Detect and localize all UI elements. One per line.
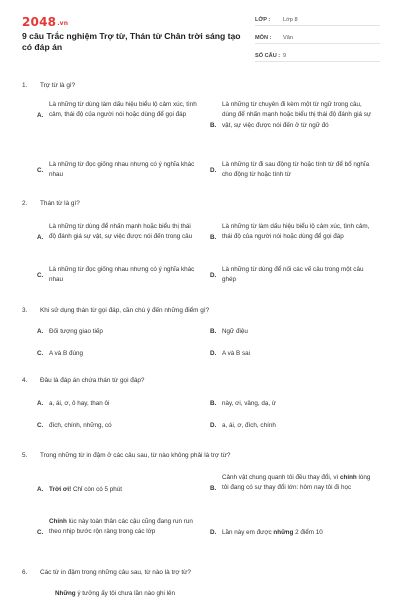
- option-3c[interactable]: [37, 349, 202, 360]
- option-text: A và B đúng: [49, 350, 83, 357]
- option-letter: C.: [37, 350, 44, 357]
- option-text: Đối tượng giao tiếp: [49, 328, 103, 335]
- option-4c[interactable]: [37, 421, 202, 432]
- meta-row-class: [255, 12, 380, 26]
- bold-word: chính: [339, 474, 357, 481]
- question-3: [22, 307, 209, 314]
- option-text: Là những từ dùng để nối các vế câu trong một câu ghép: [222, 266, 364, 284]
- logo-suffix: .vn: [57, 20, 69, 27]
- option-letter: A.: [37, 486, 44, 493]
- bold-word: Những: [55, 590, 76, 597]
- question-5: [22, 452, 230, 459]
- option-text: Là những từ đọc giống nhau nhưng có ý nghĩa khác nhau: [49, 266, 195, 284]
- question-6: [22, 569, 191, 576]
- option-letter: B.: [210, 122, 217, 129]
- question-number: 2.: [22, 200, 28, 207]
- option-1b[interactable]: [210, 100, 380, 150]
- question-number: 1.: [22, 82, 28, 89]
- question-number: 6.: [22, 569, 28, 576]
- question-text: Đâu là đáp án chứa thán từ gọi đáp?: [40, 377, 145, 384]
- option-1a[interactable]: [37, 100, 202, 140]
- site-logo[interactable]: 2048.vn: [22, 15, 69, 29]
- document-meta: [255, 12, 380, 66]
- option-4d[interactable]: [210, 421, 380, 432]
- option-letter: B.: [210, 328, 217, 335]
- option-letter: D.: [210, 529, 217, 536]
- document-header: [0, 0, 400, 70]
- question-text: Khi sử dụng thán từ gọi đáp, cần chú ý đến những điểm gì?: [40, 307, 210, 314]
- meta-row-subject: [255, 30, 380, 44]
- option-5b[interactable]: [210, 473, 380, 505]
- option-letter: D.: [210, 167, 217, 174]
- option-5d[interactable]: [210, 528, 380, 539]
- option-letter: D.: [210, 272, 217, 279]
- option-letter: A.: [37, 400, 44, 407]
- option-3d[interactable]: [210, 349, 380, 360]
- option-5a[interactable]: [37, 485, 202, 496]
- option-letter: B.: [210, 400, 217, 407]
- meta-label: LỚP :: [255, 17, 271, 23]
- option-text: a, ái, ơ, ô hay, than ôi: [49, 400, 110, 407]
- question-4: [22, 377, 145, 384]
- option-text: đích, chính, những, có: [49, 422, 112, 429]
- question-1: [22, 82, 75, 89]
- option-1c[interactable]: [37, 160, 202, 182]
- option-text: A và B sai: [222, 350, 251, 357]
- option-text: Là những từ dùng để nhấn mạnh hoặc biểu thị thái độ đánh giá sự vật, sự việc được nói đến trong câu: [49, 223, 193, 241]
- option-letter: B.: [210, 485, 217, 492]
- option-text: [49, 517, 199, 538]
- bold-word: Trời ơi!: [49, 486, 72, 493]
- option-text: này, ơi, vâng, dạ, ừ: [222, 400, 277, 407]
- option-letter: A.: [37, 328, 44, 335]
- page-title: 9 câu Trắc nghiệm Trợ từ, Thán từ Chân trời sáng tạo có đáp án: [22, 31, 241, 52]
- option-text: a, ái, ơ, đích, chính: [222, 422, 276, 429]
- option-text: [222, 528, 372, 538]
- meta-value: 9: [283, 53, 287, 59]
- option-letter: C.: [37, 529, 44, 536]
- option-text: Ngữ điệu: [222, 328, 248, 335]
- option-text: Là những từ dùng làm dấu hiệu biểu lộ cảm xúc, tình cảm, thái độ của người nói hoặc dùng để gọi đáp: [49, 101, 197, 119]
- question-number: 4.: [22, 377, 28, 384]
- option-4b[interactable]: [210, 399, 380, 410]
- bold-word: những: [273, 529, 294, 536]
- question-2: [22, 200, 80, 207]
- option-pre: Lần này em được: [222, 529, 274, 536]
- question-text: Trong những từ in đậm ở các câu sau, từ nào không phải là trợ từ?: [40, 452, 231, 459]
- question-text: Trợ từ là gì?: [40, 82, 76, 89]
- option-4a[interactable]: [37, 399, 202, 410]
- option-text: [49, 485, 199, 495]
- option-2a[interactable]: [37, 222, 202, 254]
- option-pre: Cảnh vật chung quanh tôi đều thay đổi, vì: [222, 474, 340, 481]
- option-3a[interactable]: [37, 327, 202, 338]
- option-5c[interactable]: [37, 517, 202, 549]
- meta-row-count: [255, 48, 380, 62]
- meta-value: Lớp 8: [283, 17, 298, 23]
- meta-value: Văn: [283, 35, 293, 41]
- option-2c[interactable]: [37, 265, 202, 287]
- option-1d[interactable]: [210, 160, 380, 182]
- bold-word: Chính: [49, 518, 67, 525]
- option-rest: ý tưởng ấy tôi chưa lần nào ghi lên: [75, 590, 176, 597]
- option-6a[interactable]: [37, 589, 237, 600]
- option-letter: D.: [210, 350, 217, 357]
- option-rest: lúc này toàn thân các cậu cũng đang run run theo nhịp bước rộn ràng trong các lớp: [49, 518, 193, 536]
- option-text: Là những từ đọc giống nhau nhưng có ý nghĩa khác nhau: [49, 161, 195, 179]
- option-letter: C.: [37, 272, 44, 279]
- option-rest: 2 điểm 10: [293, 529, 323, 536]
- question-number: 5.: [22, 452, 28, 459]
- option-letter: A.: [37, 112, 44, 119]
- meta-label: MÔN :: [255, 35, 272, 41]
- option-text: Là những từ chuyên đi kèm một từ ngữ trong câu, dùng để nhấn mạnh hoặc biểu thị thái độ đánh giá sự vật, sự việc được nói đến ở từ ngữ đó: [222, 101, 372, 129]
- option-rest: Chỉ còn có 5 phút: [71, 486, 123, 493]
- option-rest: lòng tôi đang có sự thay đổi lớn: hôm nay tôi đi học: [222, 474, 371, 492]
- option-letter: A.: [37, 234, 44, 241]
- option-letter: D.: [210, 422, 217, 429]
- option-letter: C.: [37, 422, 44, 429]
- question-number: 3.: [22, 307, 28, 314]
- option-text: Là những từ đi sau động từ hoặc tính từ để bổ nghĩa cho động từ hoặc tính từ: [222, 161, 370, 179]
- option-text: [55, 589, 245, 599]
- question-text: Các từ in đậm trong những câu sau, từ nào là trợ từ?: [40, 569, 191, 576]
- option-letter: C.: [37, 167, 44, 174]
- option-2d[interactable]: [210, 265, 380, 287]
- option-2b[interactable]: [210, 222, 380, 254]
- question-text: Thán từ là gì?: [40, 200, 80, 207]
- option-3b[interactable]: [210, 327, 380, 338]
- option-letter: B.: [210, 234, 217, 241]
- option-text: [222, 473, 372, 494]
- meta-label: SỐ CÂU :: [255, 53, 281, 59]
- option-text: Là những từ làm dấu hiệu biểu lộ cảm xúc, tình cảm, thái độ của người nói hoặc dùng để gọi đáp: [222, 223, 370, 241]
